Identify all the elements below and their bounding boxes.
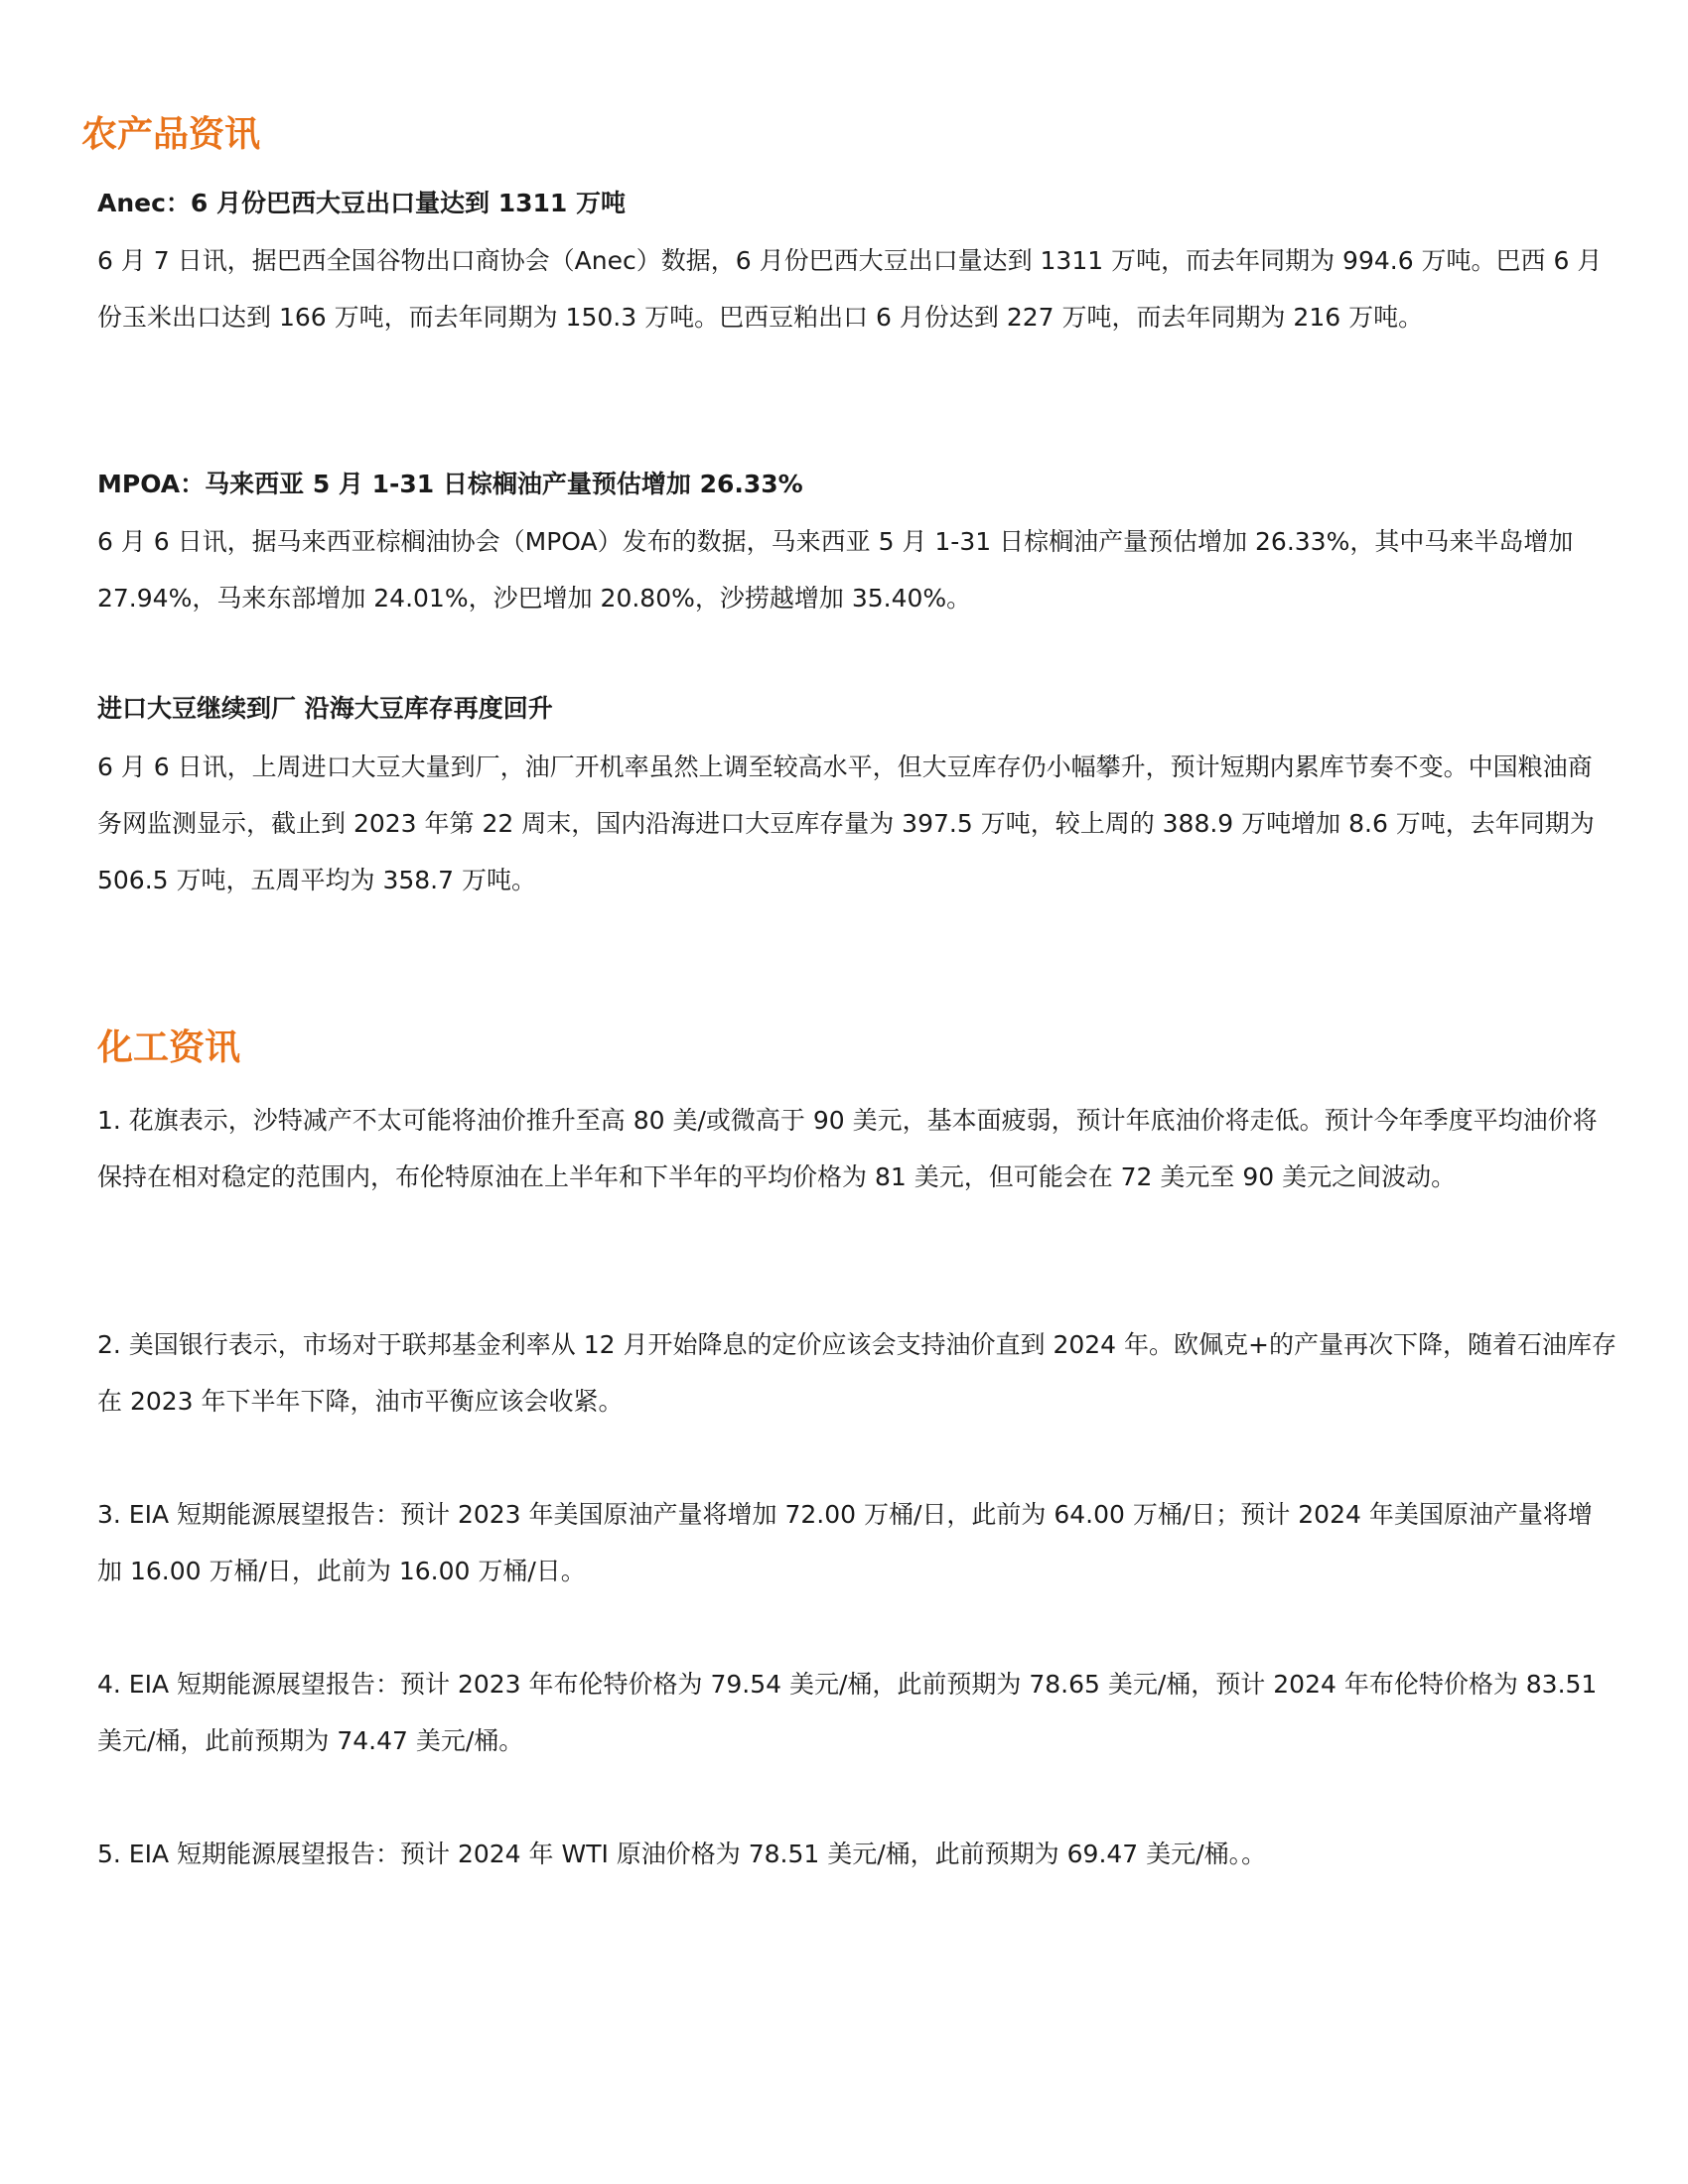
chem-item-5: 5. EIA 短期能源展望报告：预计 2024 年 WTI 原油价格为 78.51 美元/桶，此前预期为 69.47 美元/桶。。 — [97, 1840, 1267, 1868]
chem-item-1: 1. 花旗表示，沙特减产不太可能将油价推升至高 80 美/或微高于 90 美元，基本面疲弱，预计年底油价将走低。预计今年季度平均油价将保持在相对稳定的范围内，布伦特原油在上半年和下半年的平均价格为 81 美元，但可能会在 72 美元至 90 美元之间波动。 — [97, 1106, 1598, 1191]
section-title-agri: 农产品资讯 — [81, 114, 261, 155]
article-body-soybean: 6 月 6 日讯，上周进口大豆大量到厂，油厂开机率虽然上调至较高水平，但大豆库存仍小幅攀升，预计短期内累库节奏不变。中国粮油商务网监测显示，截止到 2023 年第 22 周末，国内沿海进口大豆库存量为 397.5 万吨，较上周的 388.9 万吨增加 8.6 万吨，去年同期为 506.5 万吨，五周平均为 358.7 万吨。 — [97, 752, 1595, 894]
article-title-mpoa: MPOA：马来西亚 5 月 1-31 日棕榈油产量预估增加 26.33% — [97, 470, 803, 498]
article-body-mpoa: 6 月 6 日讯，据马来西亚棕榈油协会（MPOA）发布的数据，马来西亚 5 月 1-31 日棕榈油产量预估增加 26.33%，其中马来半岛增加 27.94%，马来东部增加 24.01%，沙巴增加 20.80%，沙捞越增加 35.40%。 — [97, 527, 1574, 613]
section-title-chem: 化工资讯 — [97, 1027, 241, 1068]
chem-item-2: 2. 美国银行表示，市场对于联邦基金利率从 12 月开始降息的定价应该会支持油价直到 2024 年。欧佩克+的产量再次下降，随着石油库存在 2023 年下半年下降，油市平衡应该会收紧。 — [97, 1330, 1617, 1416]
article-title-soybean: 进口大豆继续到厂 沿海大豆库存再度回升 — [97, 694, 553, 723]
article-body-anec: 6 月 7 日讯，据巴西全国谷物出口商协会（Anec）数据，6 月份巴西大豆出口量达到 1311 万吨，而去年同期为 994.6 万吨。巴西 6 月份玉米出口达到 166 万吨，而去年同期为 150.3 万吨。巴西豆粕出口 6 月份达到 227 万吨，而去年同期为 216 万吨。 — [97, 246, 1603, 332]
article-title-anec: Anec：6 月份巴西大豆出口量达到 1311 万吨 — [97, 189, 627, 217]
chem-item-3: 3. EIA 短期能源展望报告：预计 2023 年美国原油产量将增加 72.00 万桶/日，此前为 64.00 万桶/日；预计 2024 年美国原油产量将增加 16.00 万桶/日，此前为 16.00 万桶/日。 — [97, 1500, 1593, 1585]
chem-item-4: 4. EIA 短期能源展望报告：预计 2023 年布伦特价格为 79.54 美元/桶，此前预期为 78.65 美元/桶，预计 2024 年布伦特价格为 83.51 美元/桶，此前预期为 74.47 美元/桶。 — [97, 1670, 1598, 1755]
